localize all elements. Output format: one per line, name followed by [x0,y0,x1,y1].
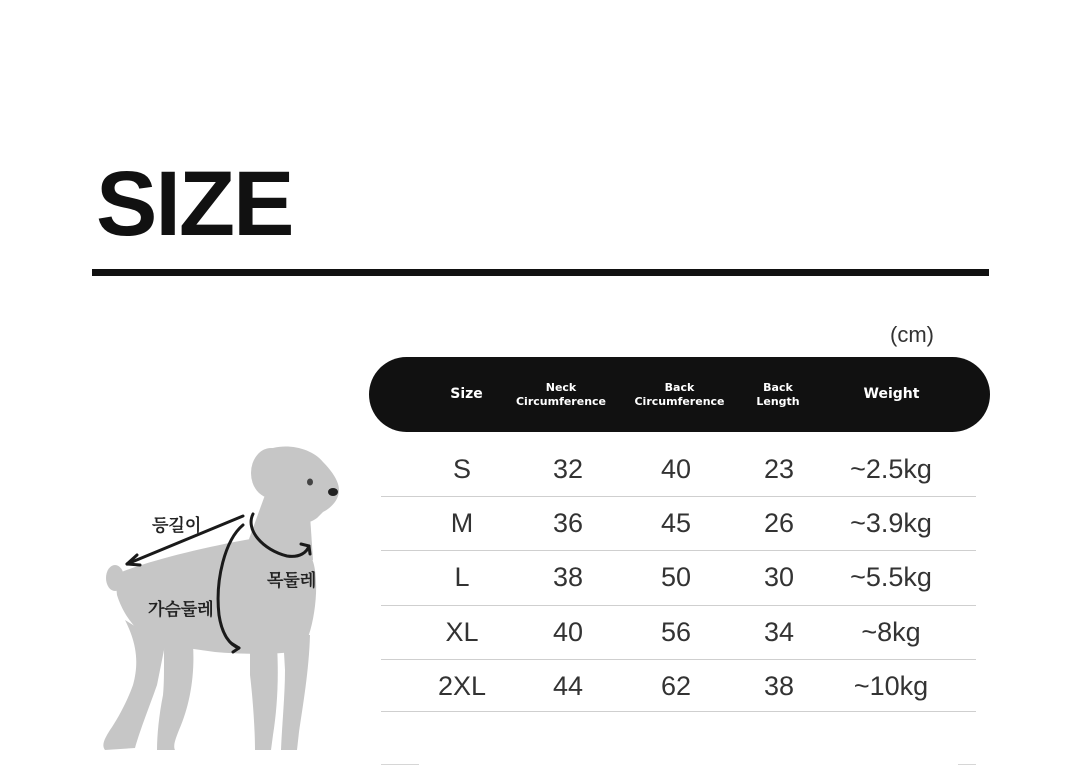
header-back-circumference: Back Circumference [634,380,725,408]
table-row [381,659,976,713]
cell-back-length: 38 [763,670,795,701]
cell-back-length: 30 [763,561,795,592]
cell-back-circ: 56 [660,616,692,647]
cell-back-circ: 50 [660,561,692,592]
cell-size: 2XL [437,670,487,701]
cell-size: XL [445,616,479,647]
back-length-label: 등길이 [152,516,202,536]
header-back-length: Back Length [756,380,800,408]
cell-back-length: 34 [763,616,795,647]
cell-size: M [450,507,474,538]
cell-weight: ~2.5kg [850,453,932,484]
cell-back-length: 26 [763,507,795,538]
cell-size: S [452,453,471,484]
cell-weight: ~10kg [853,670,929,701]
cell-neck: 38 [552,561,584,592]
cell-back-circ: 45 [660,507,692,538]
cell-size: L [454,561,470,592]
cell-neck: 40 [552,616,584,647]
neck-label: 목둘레 [267,571,317,591]
cell-weight: ~3.9kg [850,507,932,538]
bottom-divider-stub [958,764,976,765]
table-row [381,550,976,604]
cell-back-circ: 62 [660,670,692,701]
cell-neck: 44 [552,670,584,701]
cell-back-length: 23 [763,453,795,484]
page-title: SIZE [96,153,293,255]
cell-neck: 32 [552,453,584,484]
table-row [381,442,976,496]
header-neck-circumference: Neck Circumference [515,380,607,408]
cell-back-circ: 40 [660,453,692,484]
cell-weight: ~5.5kg [850,561,932,592]
bottom-divider-stub [381,764,419,765]
header-weight: Weight [863,385,920,402]
header-size: Size [450,385,483,402]
table-row [381,496,976,550]
cell-weight: ~8kg [861,616,921,647]
dog-measurement-illustration [95,440,365,760]
cell-neck: 36 [552,507,584,538]
row-divider [381,711,976,712]
title-divider [92,269,989,276]
table-row [381,605,976,659]
unit-label: (cm) [890,322,934,347]
chest-label: 가슴둘레 [148,600,214,620]
size-table-header [369,357,990,432]
